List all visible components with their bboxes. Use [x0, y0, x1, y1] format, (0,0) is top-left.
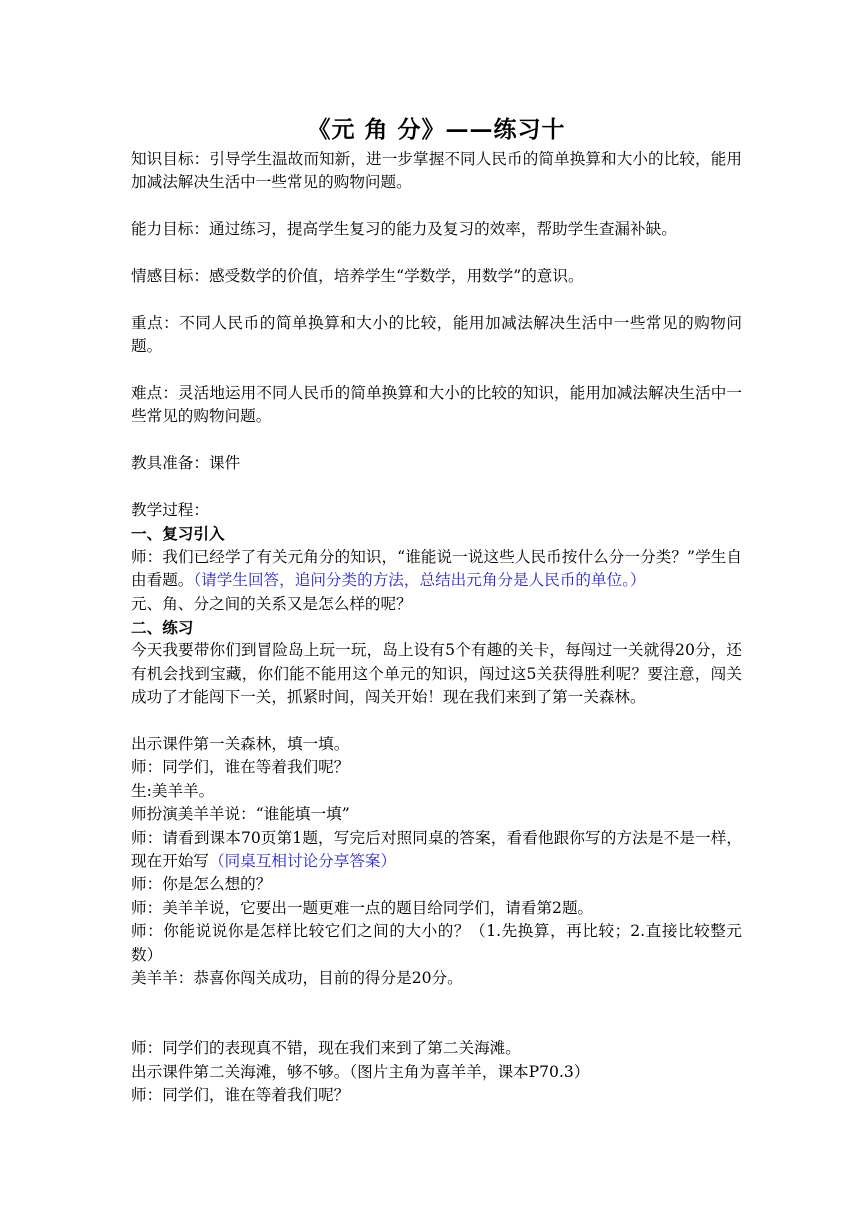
materials: 教具准备：课件: [131, 454, 241, 473]
dialogue-line: 师：同学们，谁在等着我们呢？: [131, 758, 350, 777]
spacer: [131, 288, 742, 311]
document-title: 《元 角 分》——练习十: [307, 116, 566, 143]
teacher-line: 师：请看到课本70页第1题，写完后对照同桌的答案，看看他跟你写的方法是不是一样，现在开始写: [131, 828, 742, 871]
dialogue-line: 师：同学们，谁在等着我们呢？: [131, 1086, 350, 1105]
dialogue-line: 师扮演美羊羊说：“谁能填一填”: [131, 805, 350, 824]
dialogue-line: [131, 827, 742, 874]
section-1-heading: 一、复习引入: [131, 524, 225, 544]
process-label: 教学过程：: [131, 501, 209, 519]
dialogue-line: 生:美羊羊。: [131, 781, 215, 800]
section-2-intro: 今天我要带你们到冒险岛上玩一玩，岛上设有5个有趣的关卡，每闯过一关就得20分，还有机会找到宝藏，你们能不能用这个单元的知识，闯过这5关获得胜利呢？要注意，闯关成功了才能闯下一关，抓紧时间，闯关开始！现在我们来到了第一关森林。: [131, 641, 742, 707]
spacer: [131, 1014, 742, 1037]
section-1-paragraph: [131, 546, 742, 593]
spacer: [131, 195, 742, 218]
spacer: [131, 242, 742, 265]
teacher-line: 师：我们已经学了有关元角分的知识，“谁能说一说这些人民币按什么分一分类？”学生自由看题。: [131, 547, 742, 590]
spacer: [131, 359, 742, 382]
key-point: 重点：不同人民币的简单换算和大小的比较，能用加减法解决生活中一些常见的购物问题。: [131, 313, 742, 356]
dialogue-line: 师：你是怎么想的？: [131, 875, 272, 894]
spacer: [131, 991, 742, 1014]
dialogue-line: 师：美羊羊说，它要出一题更难一点的题目给同学们，请看第2题。: [131, 898, 594, 917]
dialogue-line: 出示课件第一关森林，填一填。: [131, 735, 350, 754]
difficulty: 难点：灵活地运用不同人民币的简单换算和大小的比较的知识，能用加减法解决生活中一些常见的购物问题。: [131, 384, 742, 426]
teaching-note: （同桌互相讨论分享答案）: [208, 852, 397, 871]
ability-goal: 能力目标：通过练习，提高学生复习的能力及复习的效率，帮助学生查漏补缺。: [131, 220, 677, 239]
section-1-question: 元、角、分之间的关系又是怎么样的呢？: [131, 594, 412, 613]
dialogue-line: 美羊羊：恭喜你闯关成功，目前的得分是20分。: [131, 969, 463, 988]
dialogue-line: 出示课件第二关海滩，够不够。（图片主角为喜羊羊，课本P70.3）: [131, 1062, 590, 1081]
spacer: [131, 429, 742, 452]
emotion-goal: 情感目标：感受数学的价值，培养学生“学数学，用数学”的意识。: [131, 267, 584, 285]
dialogue-line: 师：你能说说你是怎样比较它们之间的大小的？（1.先换算，再比较；2.直接比较整元数）: [131, 922, 742, 964]
spacer: [131, 476, 742, 499]
spacer: [131, 710, 742, 733]
dialogue-line: 师：同学们的表现真不错，现在我们来到了第二关海滩。: [131, 1039, 521, 1058]
section-2-heading: 二、练习: [131, 618, 194, 638]
knowledge-goal: 知识目标：引导学生温故而知新，进一步掌握不同人民币的简单换算和大小的比较，能用加减法解决生活中一些常见的购物问题。: [131, 150, 742, 192]
teaching-note: （请学生回答，追问分类的方法，总结出元角分是人民币的单位。）: [193, 571, 646, 590]
